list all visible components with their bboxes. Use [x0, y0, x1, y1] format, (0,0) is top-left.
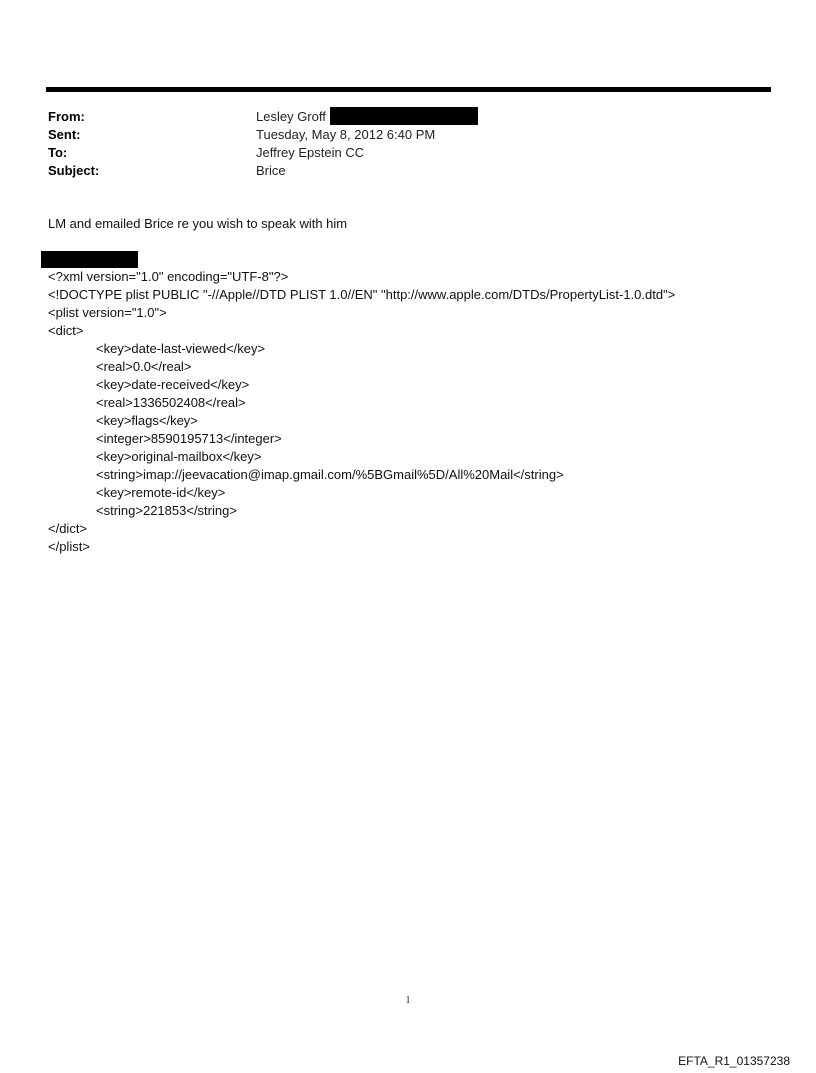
redaction-box	[330, 107, 478, 125]
plist-line: <real>0.0</real>	[96, 359, 192, 374]
sent-row	[48, 125, 748, 143]
plist-line: <key>date-received</key>	[96, 377, 250, 392]
plist-metadata	[48, 268, 675, 556]
to-row	[48, 143, 748, 161]
redaction-box	[41, 251, 138, 268]
sent-label: Sent:	[48, 126, 81, 142]
plist-line: <?xml version="1.0" encoding="UTF-8"?>	[48, 269, 289, 284]
plist-line: <string>imap://jeevacation@imap.gmail.com/%5BGmail%5D/All%20Mail</string>	[96, 467, 564, 482]
plist-line: <!DOCTYPE plist PUBLIC "-//Apple//DTD PLIST 1.0//EN" "http://www.apple.com/DTDs/PropertyList-1.0.dtd">	[48, 287, 676, 302]
from-row	[48, 107, 748, 125]
bates-number: EFTA_R1_01357238	[678, 1054, 790, 1068]
subject-value: Brice	[256, 162, 286, 178]
plist-line: </plist>	[48, 539, 90, 554]
plist-line: <key>date-last-viewed</key>	[96, 341, 266, 356]
email-header	[48, 107, 748, 179]
plist-line: <string>221853</string>	[96, 503, 237, 518]
plist-line: <key>flags</key>	[96, 413, 198, 428]
page-number: 1	[405, 995, 411, 1006]
header-rule	[46, 87, 771, 92]
sent-value: Tuesday, May 8, 2012 6:40 PM	[256, 126, 436, 142]
plist-line: </dict>	[48, 521, 88, 536]
from-label: From:	[48, 108, 85, 124]
email-body: LM and emailed Brice re you wish to speak with him	[48, 216, 348, 231]
plist-line: <plist version="1.0">	[48, 305, 167, 320]
sender-name: Lesley Groff	[256, 108, 326, 124]
plist-line: <real>1336502408</real>	[96, 395, 246, 410]
plist-line: <integer>8590195713</integer>	[96, 431, 282, 446]
subject-label: Subject:	[48, 162, 100, 178]
to-value: Jeffrey Epstein CC	[256, 144, 365, 160]
subject-row	[48, 161, 748, 179]
plist-line: <key>original-mailbox</key>	[96, 449, 262, 464]
plist-line: <key>remote-id</key>	[96, 485, 226, 500]
plist-line: <dict>	[48, 323, 84, 338]
from-value	[256, 107, 478, 125]
to-label: To:	[48, 144, 68, 160]
